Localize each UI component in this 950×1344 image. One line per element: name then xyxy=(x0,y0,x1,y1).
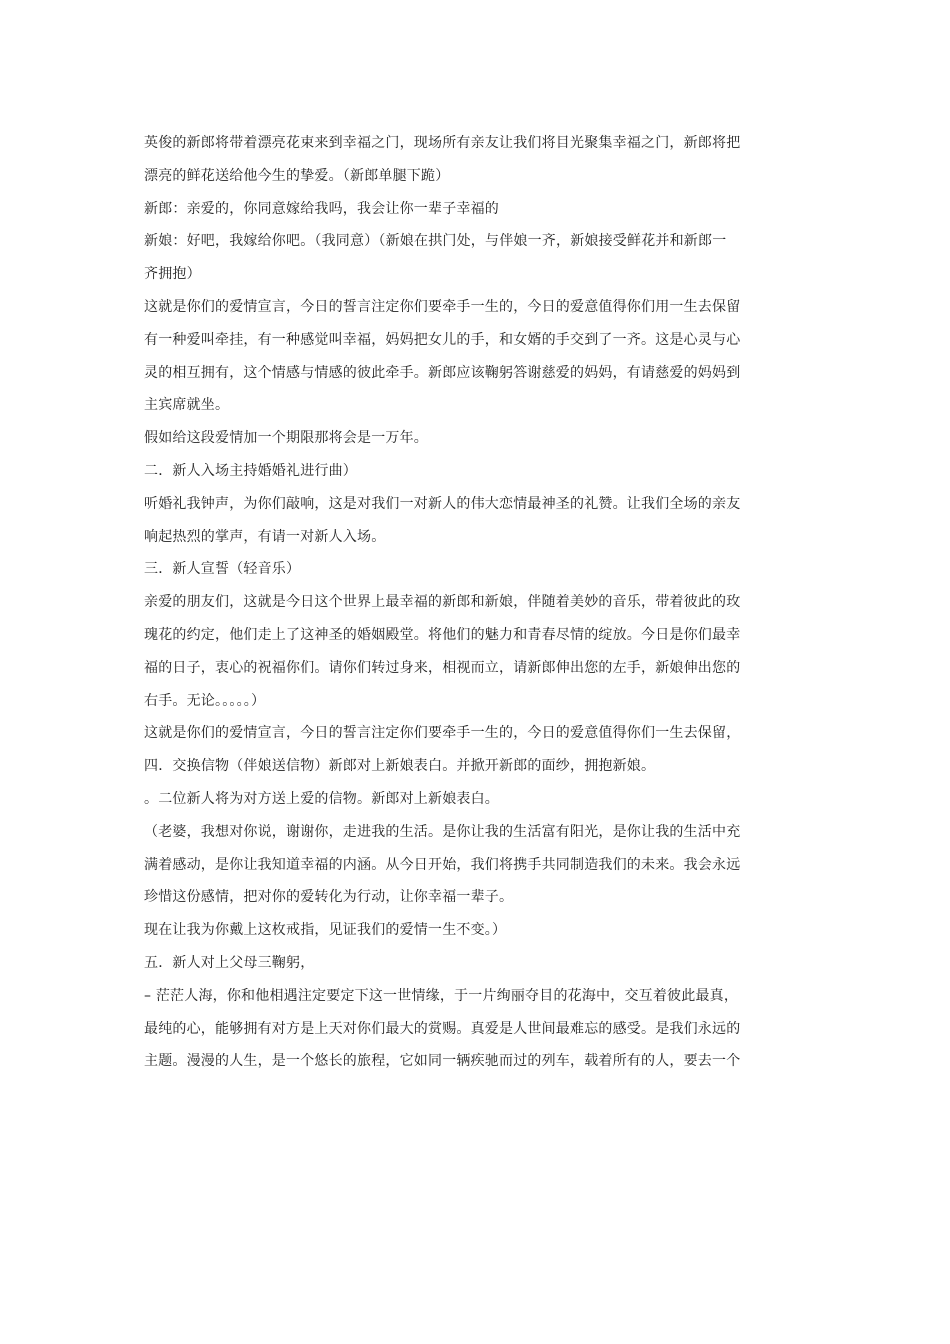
section-heading: 二．新人入场主持婚婚礼进行曲） xyxy=(144,462,357,479)
text-line: 福的日子，衷心的祝福你们。请你们转过身来，相视而立，请新郎伸出您的左手，新娘伸出您的 xyxy=(144,659,741,676)
text-line: 听婚礼我钟声，为你们敲响，这是对我们一对新人的伟大恋情最神圣的礼赞。让我们全场的亲友 xyxy=(144,495,741,512)
text-line: 右手。无论。。。。。） xyxy=(144,692,266,709)
text-line: 最纯的心，能够拥有对方是上天对你们最大的赏赐。真爱是人世间最难忘的感受。是我们永远的 xyxy=(144,1020,741,1037)
text-line: 满着感动，是你让我知道幸福的内涵。从今日开始，我们将携手共同制造我们的未来。我会永远 xyxy=(144,856,741,873)
text-line: 这就是你们的爱情宣言，今日的誓言注定你们要牵手一生的，今日的爱意值得你们用一生去保留 xyxy=(144,298,741,315)
text-line: 新郎：亲爱的，你同意嫁给我吗，我会让你一辈子幸福的 xyxy=(144,200,499,217)
text-line: 齐拥抱） xyxy=(144,266,201,283)
text-line: 英俊的新郎将带着漂亮花束来到幸福之门，现场所有亲友让我们将目光聚集幸福之门，新郎将把 xyxy=(144,135,741,151)
text-line: 漂亮的鲜花送给他今生的挚爱。（新郎单腿下跪） xyxy=(144,167,450,184)
section-heading: 四．交换信物（伴娘送信物）新郎对上新娘表白。并掀开新郎的面纱，拥抱新娘。 xyxy=(144,758,656,775)
text-line: 亲爱的朋友们，这就是今日这个世界上最幸福的新郎和新娘，伴随着美妙的音乐，带着彼此的玫 xyxy=(144,594,741,611)
text-line: 响起热烈的掌声，有请一对新人入场。 xyxy=(144,528,386,545)
text-line: 现在让我为你戴上这枚戒指，见证我们的爱情一生不变。） xyxy=(144,922,507,939)
text-line: – 茫茫人海，你和他相遇注定要定下这一世情缘，于一片绚丽夺目的花海中，交互着彼此最真， xyxy=(144,987,739,1004)
section-heading: 三．新人宣誓（轻音乐） xyxy=(144,561,301,578)
text-line: 有一种爱叫牵挂，有一种感觉叫幸福，妈妈把女儿的手，和女婿的手交到了一齐。这是心灵与心 xyxy=(144,331,741,348)
section-heading: 五．新人对上父母三鞠躬， xyxy=(144,954,315,971)
text-line: 新娘：好吧，我嫁给你吧。（我同意）（新娘在拱门处，与伴娘一齐，新娘接受鲜花并和新郎一 xyxy=(144,233,727,250)
text-line: 这就是你们的爱情宣言，今日的誓言注定你们要牵手一生的，今日的爱意值得你们一生去保留， xyxy=(144,725,741,742)
text-line: 瑰花的约定，他们走上了这神圣的婚姻殿堂。将他们的魅力和青春尽情的绽放。今日是你们最幸 xyxy=(144,626,741,643)
text-line: 主宾席就坐。 xyxy=(144,397,230,414)
text-line: 。二位新人将为对方送上爱的信物。新郎对上新娘表白。 xyxy=(144,790,499,807)
text-line: 主题。漫漫的人生，是一个悠长的旅程，它如同一辆疾驰而过的列车，载着所有的人，要去一个 xyxy=(144,1053,741,1070)
text-line: （老婆，我想对你说，谢谢你，走进我的生活。是你让我的生活富有阳光，是你让我的生活中充 xyxy=(144,823,741,840)
text-line: 珍惜这份感情，把对你的爱转化为行动，让你幸福一辈子。 xyxy=(144,889,514,906)
text-line: 灵的相互拥有，这个情感与情感的彼此牵手。新郎应该鞠躬答谢慈爱的妈妈，有请慈爱的妈妈到 xyxy=(144,364,741,381)
text-line: 假如给这段爱情加一个期限那将会是一万年。 xyxy=(144,430,428,447)
document-body xyxy=(144,127,819,1078)
